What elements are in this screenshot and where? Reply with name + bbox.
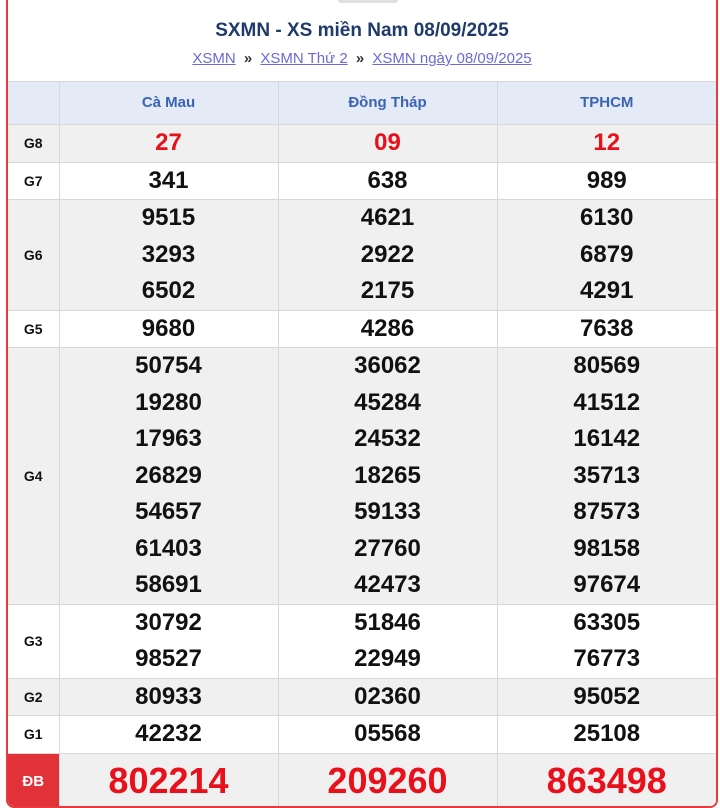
prize-number: 42232 xyxy=(135,720,202,747)
prize-number: 6879 xyxy=(580,240,634,268)
prize-label: G8 xyxy=(8,124,59,162)
prize-cell xyxy=(497,716,716,754)
prize-number: 58691 xyxy=(135,571,202,598)
prize-number: 02360 xyxy=(354,682,421,710)
prize-cell xyxy=(278,604,497,678)
prize-number: 863498 xyxy=(546,760,667,801)
prize-number: 95052 xyxy=(573,682,641,710)
prize-cell xyxy=(59,678,278,716)
results-table xyxy=(8,82,716,808)
prize-cell xyxy=(497,678,716,716)
prize-label: G5 xyxy=(8,310,59,348)
prize-row-g8 xyxy=(8,124,716,162)
breadcrumb-link-xsmn[interactable]: XSMN xyxy=(192,50,236,67)
prize-number: 26829 xyxy=(135,461,202,489)
breadcrumb-separator: » xyxy=(355,50,365,67)
prize-number: 2922 xyxy=(360,240,415,268)
prize-cell xyxy=(278,348,497,605)
province-header[interactable]: Cà Mau xyxy=(59,82,278,124)
prize-number: 42473 xyxy=(354,571,421,598)
prize-row-g5 xyxy=(8,310,716,348)
prize-cell xyxy=(497,310,716,348)
breadcrumb-link-date[interactable]: XSMN ngày 08/09/2025 xyxy=(372,50,532,67)
prize-number: 50754 xyxy=(135,352,202,379)
prize-cell xyxy=(497,162,716,200)
prize-row-g2 xyxy=(8,678,716,716)
prize-label: ĐB xyxy=(8,753,59,808)
prize-label: G3 xyxy=(8,604,59,678)
prize-number: 09 xyxy=(374,128,401,156)
prize-number: 4621 xyxy=(360,204,415,231)
prize-number: 9515 xyxy=(141,204,196,231)
prize-number: 209260 xyxy=(327,760,448,801)
province-header[interactable]: TPHCM xyxy=(497,82,716,124)
prize-row-g7 xyxy=(8,162,716,200)
prize-number: 989 xyxy=(586,166,627,194)
results-header xyxy=(8,0,716,82)
prize-cell xyxy=(59,753,278,808)
prize-number: 59133 xyxy=(354,498,421,525)
prize-cell xyxy=(278,124,497,162)
prize-label: G4 xyxy=(8,348,59,605)
prize-cell xyxy=(497,124,716,162)
prize-cell xyxy=(59,162,278,200)
prize-cell xyxy=(59,200,278,311)
prize-number: 16142 xyxy=(573,425,641,452)
prize-cell xyxy=(59,716,278,754)
results-card xyxy=(6,0,718,808)
prize-cell xyxy=(278,716,497,754)
prize-row-g6 xyxy=(8,200,716,311)
prize-number: 9680 xyxy=(141,314,196,342)
prize-number: 87573 xyxy=(573,498,641,525)
prize-number: 17963 xyxy=(135,425,202,452)
prize-number: 98527 xyxy=(135,645,202,672)
prize-number: 45284 xyxy=(354,388,421,416)
prize-number: 4286 xyxy=(360,314,415,342)
prize-number: 98158 xyxy=(573,534,641,562)
breadcrumb-link-weekday[interactable]: XSMN Thứ 2 xyxy=(260,50,348,67)
prize-number: 27760 xyxy=(354,534,421,562)
prize-row-g1 xyxy=(8,716,716,754)
prize-cell xyxy=(497,200,716,311)
prize-number: 2175 xyxy=(360,277,415,304)
breadcrumb-separator: » xyxy=(243,50,253,67)
prize-number: 6130 xyxy=(580,204,634,231)
prize-label: G7 xyxy=(8,162,59,200)
prize-number: 30792 xyxy=(135,608,202,636)
prize-row-g4 xyxy=(8,348,716,605)
prize-number: 05568 xyxy=(354,720,421,747)
top-notch xyxy=(338,0,398,3)
prize-cell xyxy=(278,678,497,716)
prize-number: 54657 xyxy=(135,498,202,525)
prize-cell xyxy=(278,162,497,200)
prize-number: 6502 xyxy=(141,277,196,304)
prize-number: 638 xyxy=(367,166,408,194)
prize-number: 19280 xyxy=(135,388,202,416)
prize-number: 80933 xyxy=(135,682,202,710)
prize-cell xyxy=(497,348,716,605)
page-title: SXMN - XS miền Nam 08/09/2025 xyxy=(215,20,509,41)
prize-number: 24532 xyxy=(354,425,421,452)
prize-label: G6 xyxy=(8,200,59,311)
prize-cell xyxy=(59,604,278,678)
prize-number: 3293 xyxy=(141,240,196,268)
prize-cell xyxy=(278,200,497,311)
prize-number: 76773 xyxy=(573,645,641,672)
prize-row-g3 xyxy=(8,604,716,678)
prize-number: 18265 xyxy=(354,461,421,489)
prize-cell xyxy=(497,604,716,678)
prize-number: 802214 xyxy=(108,760,229,801)
breadcrumb xyxy=(8,50,716,67)
prize-number: 80569 xyxy=(573,352,641,379)
prize-number: 4291 xyxy=(580,277,634,304)
prize-number: 51846 xyxy=(354,608,421,636)
prize-label: G1 xyxy=(8,716,59,754)
prize-cell xyxy=(59,348,278,605)
province-header-row xyxy=(8,82,716,124)
prize-number: 341 xyxy=(148,166,189,194)
prize-row-db xyxy=(8,753,716,808)
prize-number: 25108 xyxy=(573,720,641,747)
prize-cell xyxy=(59,310,278,348)
corner-cell xyxy=(8,82,59,124)
prize-cell xyxy=(59,124,278,162)
prize-number: 7638 xyxy=(580,314,634,342)
prize-cell xyxy=(278,753,497,808)
prize-number: 35713 xyxy=(573,461,641,489)
province-header[interactable]: Đồng Tháp xyxy=(278,82,497,124)
prize-cell xyxy=(278,310,497,348)
prize-cell xyxy=(497,753,716,808)
prize-number: 36062 xyxy=(354,352,421,379)
prize-number: 97674 xyxy=(573,571,641,598)
prize-label: G2 xyxy=(8,678,59,716)
prize-number: 22949 xyxy=(354,645,421,672)
prize-number: 12 xyxy=(593,128,621,156)
prize-number: 27 xyxy=(155,128,182,156)
prize-number: 61403 xyxy=(135,534,202,562)
prize-number: 63305 xyxy=(573,608,641,636)
prize-number: 41512 xyxy=(573,388,641,416)
